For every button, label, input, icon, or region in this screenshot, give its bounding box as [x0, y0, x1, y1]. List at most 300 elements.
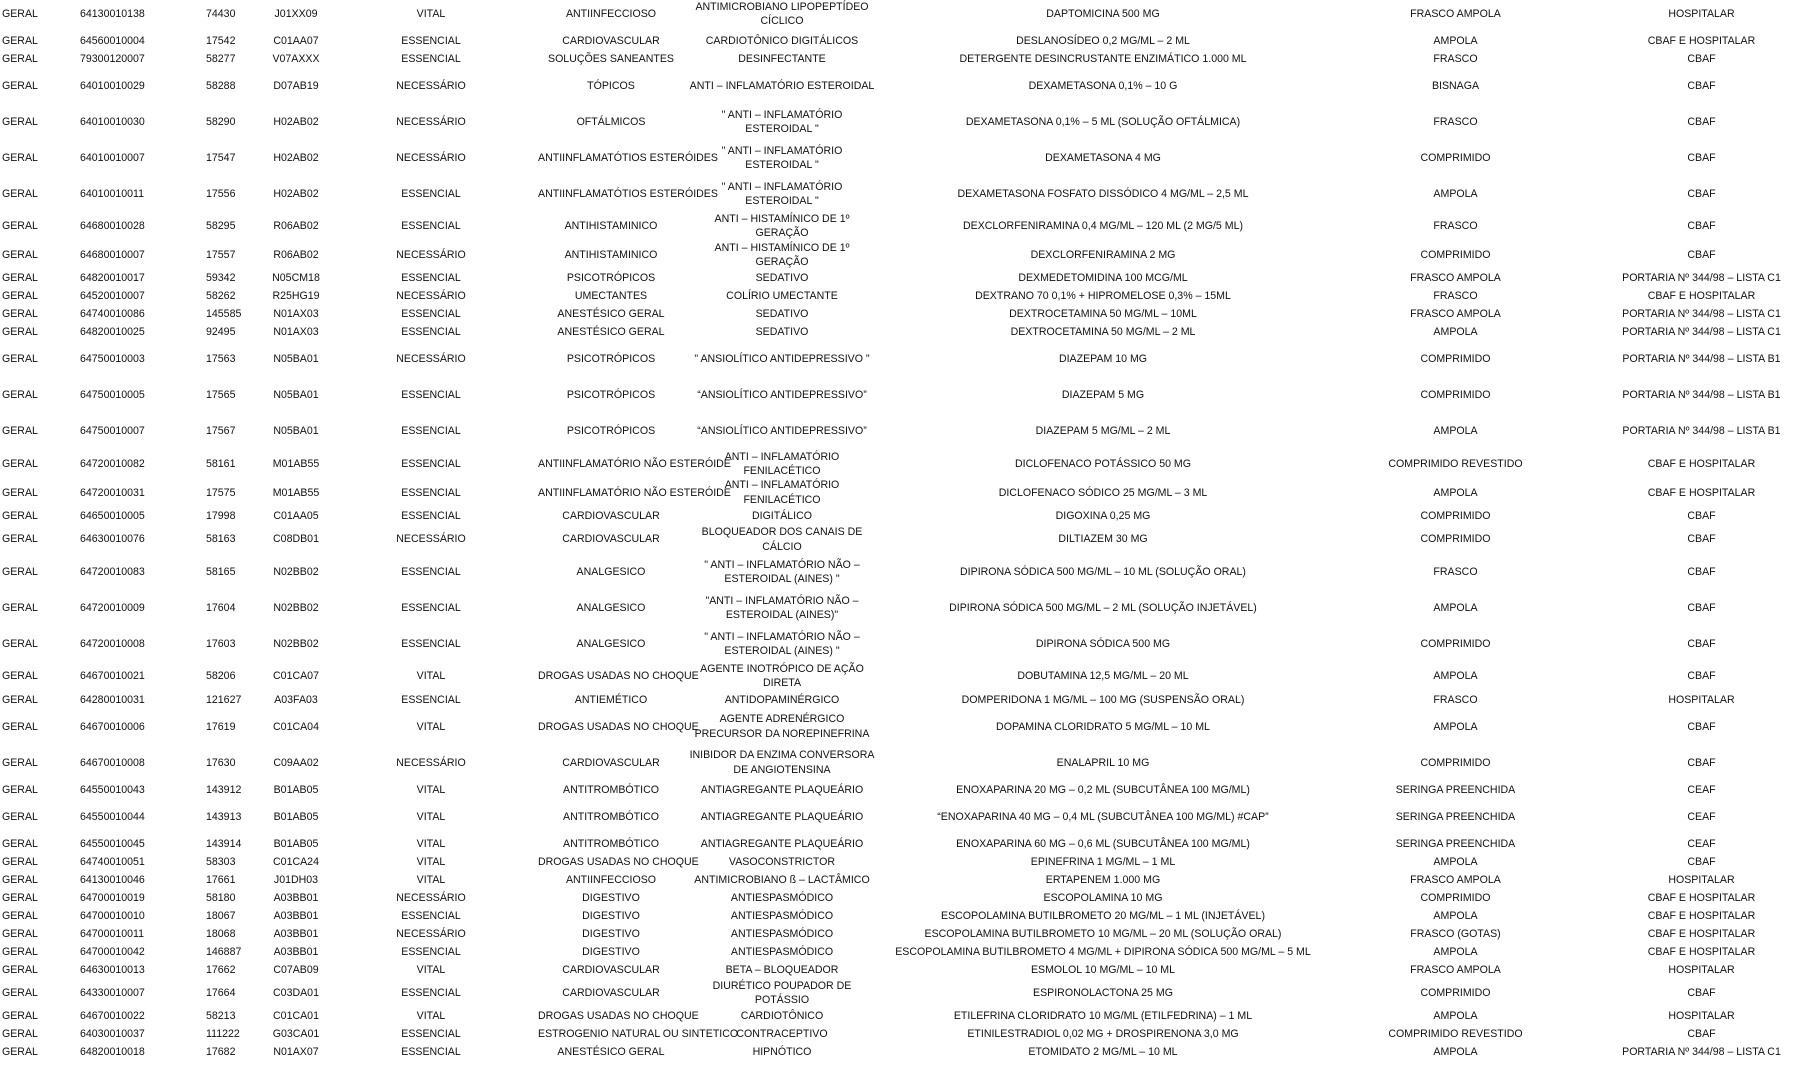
cell-class: VITAL [416, 963, 446, 976]
table-row [0, 241, 1820, 270]
cell-code: 64750010007 [80, 425, 145, 438]
table-row [0, 835, 1820, 853]
cell-presentation: AMPOLA [1433, 720, 1478, 733]
cell-id: 145585 [206, 308, 242, 321]
cell-group: GERAL [2, 756, 38, 769]
cell-group: GERAL [2, 1010, 38, 1023]
cell-category: ANTIINFLAMATÓRIO NÃO ESTERÓIDE [538, 486, 731, 499]
cell-group: GERAL [2, 187, 38, 200]
cell-group: GERAL [2, 457, 38, 470]
cell-category: ANTIINFECCIOSO [565, 873, 657, 886]
cell-category: CARDIOVASCULAR [562, 756, 660, 769]
cell-presentation: AMPOLA [1433, 1010, 1478, 1023]
cell-presentation: COMPRIMIDO [1420, 249, 1491, 262]
cell-program: CBAF [1687, 79, 1716, 92]
cell-atc: N05BA01 [273, 425, 319, 438]
table-row [0, 270, 1820, 288]
cell-group: GERAL [2, 290, 38, 303]
cell-description: ESCOPOLAMINA 10 MG [1043, 891, 1163, 904]
cell-program: PORTARIA Nº 344/98 – LISTA C1 [1622, 272, 1781, 285]
cell-program: PORTARIA Nº 344/98 – LISTA B1 [1622, 425, 1781, 438]
cell-atc: N01AX03 [273, 308, 319, 321]
cell-class: ESSENCIAL [401, 1046, 461, 1059]
cell-presentation: FRASCO [1433, 565, 1478, 578]
cell-class: ESSENCIAL [401, 34, 461, 47]
cell-id: 17630 [206, 756, 236, 769]
table-row [0, 1044, 1820, 1062]
cell-atc: N01AX07 [273, 1046, 319, 1059]
cell-code: 64720010009 [80, 601, 145, 614]
cell-group: GERAL [2, 7, 38, 20]
cell-program: CEAF [1687, 837, 1716, 850]
cell-category: ANTIINFLAMATÓTIOS ESTERÓIDES [538, 187, 718, 200]
cell-id: 58290 [206, 115, 236, 128]
cell-atc: B01AB05 [273, 783, 319, 796]
cell-presentation: AMPOLA [1433, 425, 1478, 438]
cell-category: ANTITROMBÓTICO [563, 783, 659, 796]
cell-code: 64330010007 [80, 987, 145, 1000]
cell-pharmacologic-class: HIPNÓTICO [752, 1046, 812, 1059]
cell-presentation: COMPRIMIDO [1420, 353, 1491, 366]
cell-program: CBAF [1687, 52, 1716, 65]
table-row [0, 50, 1820, 68]
cell-code: 64130010046 [80, 873, 145, 886]
cell-pharmacologic-class: INIBIDOR DA ENZIMA CONVERSORA DE ANGIOTENSINA [689, 749, 875, 776]
cell-group: GERAL [2, 891, 38, 904]
cell-category: CARDIOVASCULAR [562, 34, 660, 47]
table-row [0, 853, 1820, 871]
table-row [0, 961, 1820, 979]
cell-program: CBAF E HOSPITALAR [1647, 945, 1756, 958]
cell-program: CBAF [1687, 756, 1716, 769]
cell-program: CBAF E HOSPITALAR [1647, 909, 1756, 922]
cell-code: 64030010037 [80, 1028, 145, 1041]
cell-presentation: AMPOLA [1433, 855, 1478, 868]
table-row [0, 691, 1820, 709]
cell-class: NECESSÁRIO [396, 756, 466, 769]
cell-description: DIPIRONA SÓDICA 500 MG/ML – 2 ML (SOLUÇÃO INJETÁVEL) [949, 601, 1257, 614]
table-row [0, 478, 1820, 507]
cell-description: DICLOFENACO SÓDICO 25 MG/ML – 3 ML [998, 486, 1208, 499]
cell-description: DOMPERIDONA 1 MG/ML – 100 MG (SUSPENSÃO ORAL) [961, 693, 1245, 706]
table-row [0, 1026, 1820, 1044]
cell-presentation: COMPRIMIDO [1420, 756, 1491, 769]
cell-class: VITAL [416, 783, 446, 796]
cell-group: GERAL [2, 1028, 38, 1041]
cell-id: 143914 [206, 837, 242, 850]
cell-pharmacologic-class: ANTIAGREGANTE PLAQUEÁRIO [700, 837, 864, 850]
cell-program: CEAF [1687, 783, 1716, 796]
cell-pharmacologic-class: " ANSIOLÍTICO ANTIDEPRESSIVO " [694, 353, 870, 366]
cell-pharmacologic-class: ANTI – INFLAMATÓRIO FENILACÉTICO [724, 479, 840, 506]
cell-code: 64680010007 [80, 249, 145, 262]
cell-group: GERAL [2, 510, 38, 523]
cell-category: ANTITROMBÓTICO [563, 810, 659, 823]
cell-class: ESSENCIAL [401, 389, 461, 402]
cell-presentation: COMPRIMIDO [1420, 533, 1491, 546]
cell-program: CBAF [1687, 855, 1716, 868]
cell-pharmacologic-class: ANTIDOPAMINÉRGICO [724, 693, 840, 706]
cell-category: SOLUÇÕES SANEANTES [548, 52, 674, 65]
table-row [0, 871, 1820, 889]
table-row [0, 378, 1820, 414]
cell-id: 18067 [206, 909, 236, 922]
cell-description: ESPIRONOLACTONA 25 MG [1033, 987, 1173, 1000]
cell-group: GERAL [2, 693, 38, 706]
cell-pharmacologic-class: ANTIMICROBIANO ß – LACTÂMICO [694, 873, 870, 886]
cell-group: GERAL [2, 533, 38, 546]
cell-category: DIGESTIVO [582, 927, 640, 940]
cell-pharmacologic-class: " ANTI – INFLAMATÓRIO ESTEROIDAL " [721, 144, 843, 171]
cell-presentation: FRASCO AMPOLA [1410, 963, 1501, 976]
table-row [0, 212, 1820, 241]
cell-category: ANTIHISTAMINICO [564, 249, 658, 262]
cell-description: ENALAPRIL 10 MG [1056, 756, 1150, 769]
cell-presentation: SERINGA PREENCHIDA [1395, 783, 1516, 796]
cell-group: GERAL [2, 115, 38, 128]
table-row [0, 176, 1820, 212]
table-row [0, 745, 1820, 781]
cell-atc: C09AA02 [273, 756, 319, 769]
cell-id: 143913 [206, 810, 242, 823]
cell-code: 64010010029 [80, 79, 145, 92]
cell-pharmacologic-class: ANTI – HISTAMÍNICO DE 1º GERAÇÃO [714, 241, 850, 269]
cell-group: GERAL [2, 873, 38, 886]
cell-category: ANTIINFLAMATÓTIOS ESTERÓIDES [538, 151, 718, 164]
cell-id: 17565 [206, 389, 236, 402]
cell-class: ESSENCIAL [401, 326, 461, 339]
cell-id: 58180 [206, 891, 236, 904]
cell-presentation: AMPOLA [1433, 34, 1478, 47]
cell-category: PSICOTRÓPICOS [566, 272, 656, 285]
cell-atc: A03FA03 [274, 693, 318, 706]
cell-pharmacologic-class: ANTIMICROBIANO LIPOPEPTÍDEO CÍCLICO [695, 0, 869, 27]
cell-presentation: COMPRIMIDO REVESTIDO [1388, 457, 1523, 470]
cell-code: 64550010043 [80, 783, 145, 796]
cell-id: 58161 [206, 457, 236, 470]
cell-code: 64820010025 [80, 326, 145, 339]
cell-id: 74430 [206, 7, 236, 20]
cell-id: 58165 [206, 565, 236, 578]
cell-category: ANTITROMBÓTICO [563, 837, 659, 850]
cell-description: DEXTROCETAMINA 50 MG/ML – 10ML [1009, 308, 1197, 321]
cell-program: PORTARIA Nº 344/98 – LISTA C1 [1622, 1046, 1781, 1059]
cell-category: ANTIINFECCIOSO [565, 7, 657, 20]
cell-presentation: COMPRIMIDO [1420, 987, 1491, 1000]
cell-description: DEXCLORFENIRAMINA 0,4 MG/ML – 120 ML (2 MG/5 ML) [962, 220, 1244, 233]
cell-presentation: FRASCO [1433, 693, 1478, 706]
cell-description: DEXAMETASONA 0,1% – 5 ML (SOLUÇÃO OFTÁLMICA) [965, 115, 1241, 128]
cell-atc: N02BB02 [273, 637, 319, 650]
cell-code: 64820010017 [80, 272, 145, 285]
cell-group: GERAL [2, 353, 38, 366]
cell-atc: N05CM18 [272, 272, 320, 285]
cell-presentation: SERINGA PREENCHIDA [1395, 810, 1516, 823]
cell-description: EPINEFRINA 1 MG/ML – 1 ML [1030, 855, 1176, 868]
cell-pharmacologic-class: DESINFECTANTE [738, 52, 826, 65]
cell-pharmacologic-class: “ANSIOLÍTICO ANTIDEPRESSIVO” [697, 389, 867, 402]
cell-category: OFTÁLMICOS [576, 115, 646, 128]
cell-presentation: FRASCO (GOTAS) [1410, 927, 1501, 940]
cell-atc: N01AX03 [273, 326, 319, 339]
cell-description: DIAZEPAM 5 MG [1061, 389, 1145, 402]
cell-description: ERTAPENEM 1.000 MG [1045, 873, 1161, 886]
cell-code: 64720010008 [80, 637, 145, 650]
table-row [0, 907, 1820, 925]
cell-code: 64750010003 [80, 353, 145, 366]
cell-class: NECESSÁRIO [396, 115, 466, 128]
cell-program: CBAF [1687, 533, 1716, 546]
cell-group: GERAL [2, 855, 38, 868]
cell-atc: A03BB01 [273, 909, 319, 922]
cell-description: DIGOXINA 0,25 MG [1055, 510, 1151, 523]
cell-code: 64700010019 [80, 891, 145, 904]
cell-presentation: AMPOLA [1433, 909, 1478, 922]
cell-atc: C01AA07 [273, 34, 319, 47]
cell-presentation: FRASCO AMPOLA [1410, 272, 1501, 285]
cell-id: 17998 [206, 510, 236, 523]
cell-program: CBAF E HOSPITALAR [1647, 34, 1756, 47]
cell-description: ESCOPOLAMINA BUTILBROMETO 4 MG/ML + DIPIRONA SÓDICA 500 MG/ML – 5 ML [895, 945, 1311, 958]
cell-pharmacologic-class: BETA – BLOQUEADOR [725, 963, 839, 976]
cell-description: ESMOLOL 10 MG/ML – 10 ML [1030, 963, 1176, 976]
cell-presentation: COMPRIMIDO [1420, 637, 1491, 650]
cell-id: 58262 [206, 290, 236, 303]
cell-atc: C01CA04 [273, 720, 319, 733]
cell-code: 64740010086 [80, 308, 145, 321]
cell-pharmacologic-class: VASOCONSTRICTOR [728, 855, 836, 868]
cell-class: NECESSÁRIO [396, 353, 466, 366]
cell-id: 17547 [206, 151, 236, 164]
table-row [0, 709, 1820, 745]
cell-atc: A03BB01 [273, 891, 319, 904]
cell-pharmacologic-class: COLÍRIO UMECTANTE [726, 290, 838, 303]
cell-description: DIAZEPAM 5 MG/ML – 2 ML [1035, 425, 1171, 438]
cell-class: VITAL [416, 1010, 446, 1023]
cell-program: CBAF [1687, 637, 1716, 650]
cell-class: ESSENCIAL [401, 52, 461, 65]
cell-category: ANESTÉSICO GERAL [557, 1046, 665, 1059]
cell-description: ESCOPOLAMINA BUTILBROMETO 10 MG/ML – 20 ML (SOLUÇÃO ORAL) [924, 927, 1282, 940]
cell-id: 59342 [206, 272, 236, 285]
cell-id: 92495 [206, 326, 236, 339]
cell-pharmacologic-class: ANTI – HISTAMÍNICO DE 1º GERAÇÃO [714, 213, 850, 240]
cell-pharmacologic-class: CARDIOTÔNICO DIGITÁLICOS [705, 34, 859, 47]
cell-atc: V07AXXX [272, 52, 320, 65]
cell-atc: N05BA01 [273, 389, 319, 402]
cell-code: 64720010082 [80, 457, 145, 470]
table-row [0, 32, 1820, 50]
cell-pharmacologic-class: " ANTI – INFLAMATÓRIO ESTEROIDAL " [721, 180, 843, 207]
cell-group: GERAL [2, 220, 38, 233]
cell-id: 17557 [206, 249, 236, 262]
cell-atc: C07AB09 [273, 963, 319, 976]
cell-class: ESSENCIAL [401, 945, 461, 958]
cell-pharmacologic-class: ANTIESPASMÓDICO [730, 909, 834, 922]
cell-program: CBAF [1687, 151, 1716, 164]
cell-description: DICLOFENACO POTÁSSICO 50 MG [1014, 457, 1191, 470]
cell-atc: C01CA07 [273, 670, 319, 683]
cell-class: ESSENCIAL [401, 1028, 461, 1041]
cell-atc: C01CA01 [273, 1010, 319, 1023]
cell-class: ESSENCIAL [401, 987, 461, 1000]
cell-presentation: COMPRIMIDO [1420, 151, 1491, 164]
cell-id: 146887 [206, 945, 242, 958]
cell-code: 64550010045 [80, 837, 145, 850]
cell-description: DIPIRONA SÓDICA 500 MG [1035, 637, 1171, 650]
cell-presentation: AMPOLA [1433, 486, 1478, 499]
cell-pharmacologic-class: ANTI – INFLAMATÓRIO ESTEROIDAL [689, 79, 875, 92]
cell-category: TÓPICOS [587, 79, 635, 92]
cell-group: GERAL [2, 783, 38, 796]
cell-group: GERAL [2, 272, 38, 285]
table-row [0, 68, 1820, 104]
cell-pharmacologic-class: “ANSIOLÍTICO ANTIDEPRESSIVO” [697, 425, 867, 438]
cell-group: GERAL [2, 79, 38, 92]
cell-group: GERAL [2, 151, 38, 164]
cell-atc: C01AA05 [273, 510, 319, 523]
cell-presentation: FRASCO AMPOLA [1410, 873, 1501, 886]
cell-atc: G03CA01 [272, 1028, 320, 1041]
cell-group: GERAL [2, 326, 38, 339]
cell-program: CBAF [1687, 987, 1716, 1000]
cell-code: 64550010044 [80, 810, 145, 823]
cell-code: 64670010008 [80, 756, 145, 769]
cell-atc: R25HG19 [272, 290, 320, 303]
cell-code: 64130010138 [80, 7, 145, 20]
cell-atc: N02BB02 [273, 601, 319, 614]
table-row [0, 626, 1820, 662]
cell-program: CEAF [1687, 810, 1716, 823]
cell-group: GERAL [2, 249, 38, 262]
cell-group: GERAL [2, 987, 38, 1000]
cell-code: 64720010083 [80, 565, 145, 578]
cell-category: DIGESTIVO [582, 891, 640, 904]
cell-id: 17563 [206, 353, 236, 366]
cell-atc: A03BB01 [273, 927, 319, 940]
cell-code: 64720010031 [80, 486, 145, 499]
cell-class: NECESSÁRIO [396, 927, 466, 940]
cell-code: 64680010028 [80, 220, 145, 233]
cell-presentation: FRASCO [1433, 220, 1478, 233]
table-row [0, 507, 1820, 525]
cell-category: ANALGESICO [576, 601, 646, 614]
cell-code: 64010010011 [80, 187, 145, 200]
cell-id: 58288 [206, 79, 236, 92]
cell-category: CARDIOVASCULAR [562, 963, 660, 976]
cell-presentation: AMPOLA [1433, 670, 1478, 683]
cell-description: DIAZEPAM 10 MG [1058, 353, 1148, 366]
cell-class: NECESSÁRIO [396, 249, 466, 262]
cell-program: CBAF [1687, 565, 1716, 578]
cell-class: NECESSÁRIO [396, 533, 466, 546]
cell-code: 64630010076 [80, 533, 145, 546]
cell-presentation: FRASCO [1433, 115, 1478, 128]
cell-id: 17542 [206, 34, 236, 47]
cell-class: ESSENCIAL [401, 220, 461, 233]
cell-pharmacologic-class: SEDATIVO [755, 308, 809, 321]
cell-program: HOSPITALAR [1668, 7, 1735, 20]
cell-code: 64630010013 [80, 963, 145, 976]
cell-code: 79300120007 [80, 52, 145, 65]
cell-program: PORTARIA Nº 344/98 – LISTA B1 [1622, 389, 1781, 402]
cell-atc: D07AB19 [273, 79, 319, 92]
cell-program: CBAF E HOSPITALAR [1647, 927, 1756, 940]
cell-atc: J01DH03 [273, 873, 319, 886]
table-row [0, 799, 1820, 835]
cell-atc: R06AB02 [273, 249, 319, 262]
cell-category: DROGAS USADAS NO CHOQUE [538, 855, 699, 868]
cell-id: 111222 [206, 1028, 240, 1041]
table-row [0, 414, 1820, 450]
cell-program: CBAF E HOSPITALAR [1647, 290, 1756, 303]
cell-category: DROGAS USADAS NO CHOQUE [538, 1010, 699, 1023]
cell-id: 17661 [206, 873, 236, 886]
cell-program: CBAF [1687, 249, 1716, 262]
cell-id: 58163 [206, 533, 236, 546]
cell-category: ANESTÉSICO GERAL [557, 326, 665, 339]
cell-category: ANALGESICO [576, 565, 646, 578]
cell-id: 58303 [206, 855, 236, 868]
cell-class: VITAL [416, 720, 446, 733]
cell-category: DROGAS USADAS NO CHOQUE [538, 720, 699, 733]
cell-group: GERAL [2, 52, 38, 65]
cell-presentation: AMPOLA [1433, 326, 1478, 339]
cell-presentation: AMPOLA [1433, 601, 1478, 614]
cell-program: PORTARIA Nº 344/98 – LISTA C1 [1622, 326, 1781, 339]
cell-atc: H02AB02 [273, 115, 319, 128]
cell-atc: B01AB05 [273, 810, 319, 823]
cell-class: ESSENCIAL [401, 637, 461, 650]
cell-id: 121627 [206, 693, 242, 706]
cell-category: ANESTÉSICO GERAL [557, 308, 665, 321]
cell-description: ETINILESTRADIOL 0,02 MG + DROSPIRENONA 3,0 MG [967, 1028, 1239, 1041]
cell-class: ESSENCIAL [401, 909, 461, 922]
cell-category: DIGESTIVO [582, 909, 640, 922]
cell-class: VITAL [416, 873, 446, 886]
table-row [0, 450, 1820, 479]
cell-category: UMECTANTES [574, 290, 648, 303]
cell-atc: J01XX09 [274, 7, 318, 20]
cell-code: 64700010011 [80, 927, 145, 940]
cell-class: VITAL [416, 837, 446, 850]
cell-description: DETERGENTE DESINCRUSTANTE ENZIMÁTICO 1.000 ML [959, 52, 1247, 65]
cell-atc: M01AB55 [272, 457, 320, 470]
cell-description: DEXTROCETAMINA 50 MG/ML – 2 ML [1010, 326, 1196, 339]
cell-description: DEXMEDETOMIDINA 100 MCG/ML [1018, 272, 1188, 285]
cell-code: 64820010018 [80, 1046, 145, 1059]
cell-atc: R06AB02 [273, 220, 319, 233]
cell-description: DEXAMETASONA 0,1% – 10 G [1028, 79, 1178, 92]
cell-program: CBAF [1687, 1028, 1716, 1041]
cell-id: 18068 [206, 927, 236, 940]
table-row [0, 590, 1820, 626]
cell-class: ESSENCIAL [401, 486, 461, 499]
cell-id: 17662 [206, 963, 236, 976]
table-row [0, 525, 1820, 554]
cell-presentation: AMPOLA [1433, 1046, 1478, 1059]
table-row [0, 306, 1820, 324]
cell-presentation: FRASCO [1433, 52, 1478, 65]
table-row [0, 943, 1820, 961]
cell-category: CARDIOVASCULAR [562, 510, 660, 523]
cell-pharmacologic-class: SEDATIVO [755, 326, 809, 339]
cell-group: GERAL [2, 425, 38, 438]
cell-atc: C03DA01 [273, 987, 319, 1000]
cell-category: PSICOTRÓPICOS [566, 425, 656, 438]
cell-description: DEXCLORFENIRAMINA 2 MG [1030, 249, 1176, 262]
cell-category: DROGAS USADAS NO CHOQUE [538, 670, 699, 683]
